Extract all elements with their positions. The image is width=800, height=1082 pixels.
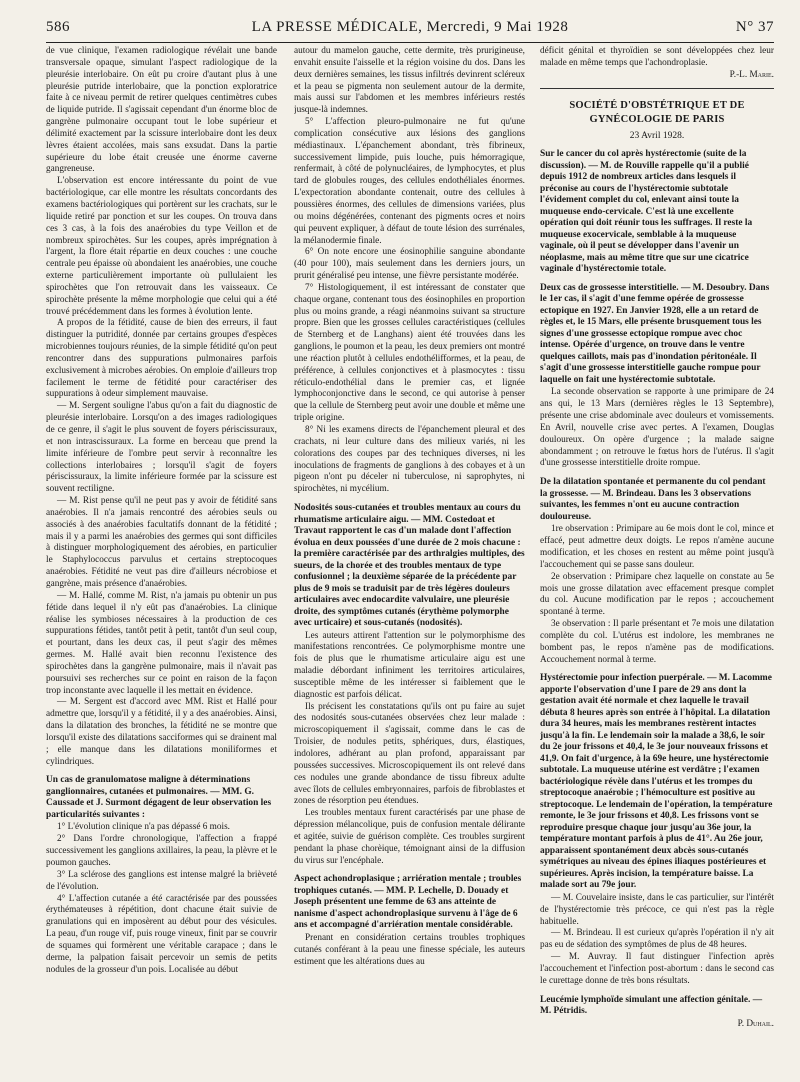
- page-number: 586: [46, 19, 70, 35]
- list-item: 8° Ni les examens directs de l'épanchement pleural et des crachats, ni leur culture dans des milieux variés, ni les colorations des coupes par des techniques diverses, ni les inoculations de fragments de ganglions à des cobayes et à un pigeon n'ont pu déceler ni tuberculose, ni saprophytes, ni spirochètes, ni mycélium.: [294, 425, 525, 495]
- column-2: [294, 46, 525, 1074]
- section-heading: Aspect achondroplasique ; arriération mentale ; troubles trophiques cutanés. — MM. P. Lechelle, D. Douady et Joseph présentent une femme de 63 ans atteinte de nanisme d'aspect achondroplasique survenu à l'âge de 6 ans et accompagné d'arriération mentale considérable.: [294, 874, 522, 931]
- paragraph: L'observation est encore intéressante du point de vue bactériologique, car elle montre les résultats concordants des examens bactériologiques qui portèrent sur les crachats, sur le liquide retiré par ponction et sur les coupes. On trouva dans ces 3 cas, à la fois des anaérobies du type Veillon et de nombreux spirochètes. Sur les coupes, après imprégnation à l'argent, la flore était répartie en deux couches : une couche centrale peu épaisse où abondaient les anaérobies, une couche externe particulièrement importante où pullulaient les spirochètes que l'on retrouvait dans les vaisseaux. Ce spirochète présente la même morphologie que celui qui a été trouvé précédemment dans les formes à évolution lente.: [46, 176, 277, 317]
- section-heading: De la dilatation spontanée et permanente du col pendant la grossesse. — M. Brindeau. Dans les 3 observations suivantes, les femmes n'ont eu aucune contraction douloureuse.: [540, 477, 766, 522]
- list-item: 2e observation : Primipare chez laquelle on constate au 5e mois une grosse dilatation avec effacement presque complet du col. Aucune modification par le repos ; accouchement spontané à terme.: [540, 571, 774, 618]
- paragraph: — M. Hallé, comme M. Rist, n'a jamais pu obtenir un pus fétide dans lequel il n'y eût pas d'anaérobies. La clinique réalise les symbioses nécessaires à la production de ces suppurations fétides, tantôt petit à petit, tantôt d'un seul coup, et pourtant, dans les deux cas, il peut s'agir des mêmes germes. M. Hallé avait bien reconnu l'existence des spirochètes dans la gangrène pulmonaire, mais il n'avait pas poursuivi ses recherches sur ce point en raison de la façon trop inconstante avec laquelle il les mettait en évidence.: [46, 590, 277, 696]
- section-heading: Nodosités sous-cutanées et troubles mentaux au cours du rhumatisme articulaire aigu. — MM. Costedoat et Travaut rapportent le cas d'un malade dont l'affection évolua en deux poussées d'une durée de 2 mois chacune : la première caractérisée par des arthralgies multiples, des sueurs, de la chorée et des troubles mentaux de type confusionnel ; la deuxième séparée de la précédente par plus de 9 mois se traduisit par de très légères douleurs articulaires avec endocardite valvulaire, une pleurésie droite, des symptômes cutanés (érythème polymorphe avec urticaire) et sous-cutanés (nodosités).: [294, 503, 525, 629]
- paragraph: La seconde observation se rapporte à une primipare de 24 ans qui, le 13 Mars (dernières règles le 13 Septembre), présente une crise abdominale avec douleurs et vomissements. En Avril, nouvelle crise avec pertes. A l'examen, Douglas douloureux. On opère d'urgence ; la malade saigne abondamment ; on retrouve le fœtus hors de l'utérus. Il s'agit d'une grossesse interstitielle droite rompue.: [540, 387, 774, 469]
- paragraph: autour du mamelon gauche, cette dermite, très prurigineuse, envahit ensuite l'aisselle et la région voisine du dos. Dans les deux dernières semaines, les tissus infiltrés devinrent scléreux et la peau se pigmenta non seulement autour de la dermite, mais aussi sur l'abdomen et les membres inférieurs restés jusque-là indemnes.: [294, 46, 525, 116]
- paragraph: Prenant en considération certains troubles trophiques cutanés conférant à la peau une finesse spéciale, les auteurs estiment que les altérations dues au: [294, 932, 525, 967]
- society-heading: SOCIÉTÉ D'OBSTÉTRIQUE ET DE GYNÉCOLOGIE DE PARIS: [569, 99, 745, 125]
- paragraph: Les auteurs attirent l'attention sur le polymorphisme des manifestations rencontrées. Ce polymorphisme montre une fois de plus que le rhumatisme articulaire aigu est une maladie débordant infiniment les territoires articulaires, susceptible même de les intéresser si faiblement que le diagnostic est parfois délicat.: [294, 630, 525, 700]
- list-item: 2° Dans l'ordre chronologique, l'affection a frappé successivement les ganglions axillaires, la peau, la plèvre et le poumon gauches.: [46, 834, 277, 868]
- issue-number: N° 37: [735, 19, 774, 35]
- list-item: 1° L'évolution clinique n'a pas dépassé 6 mois.: [57, 822, 230, 833]
- session-date: 23 Avril 1928.: [629, 130, 685, 141]
- paragraph: A propos de la fétidité, cause de bien des erreurs, il faut distinguer la putridité, donnée par certains groupes d'espèces microbiennes toujours réunies, de la simple fétidité qu'on peut rencontrer dans des suppurations pulmonaires parfois exclusivement à microbes aérobies. On emploie d'ailleurs trop facilement le terme de fétidité pour caractériser des suppurations à odeur simplement mauvaise.: [46, 318, 277, 400]
- author-signature: P. Duhail.: [737, 1018, 774, 1029]
- paragraph: — M. Brindeau. Il est curieux qu'après l'opération il n'y ait pas eu de sédation des symptômes de plus de 48 heures.: [540, 928, 774, 951]
- list-item: 3e observation : Il parle présentant et 7e mois une dilatation complète du col. L'utérus est indolore, les membranes ne bombent pas, le repos n'amène pas de modifications. Accouchement normal à terme.: [540, 619, 774, 665]
- paragraph: Les troubles mentaux furent caractérisés par une phase de dépression mélancolique, puis de confusion mentale délirante et agitée, suivie de guérison complète. Ces troubles surgirent pendant la phase chorèique, témoignant ainsi de la diffusion du virus sur l'encéphale.: [294, 808, 525, 866]
- list-item: 1re observation : Primipare au 6e mois dont le col, mince et effacé, peut admettre deux doigts. Le repos n'amène aucune modification, et les choses en restent au même point jusqu'à l'accouchement qui se passe sans douleur.: [540, 524, 774, 570]
- list-item: 5° L'affection pleuro-pulmonaire ne fut qu'une complication consécutive aux lésions des ganglions médiastinaux. L'épanchement abondant, très fibrineux, successivement limpide, puis louche, puis hémorragique, renfermait, à côté de polynucléaires, de lymphocytes, et plus tard de globules rouges, des cellules endothéliales énormes. L'expectoration abondante contenait, outre des cellules à poussières énormes, des cellules de dimensions variées, plus ou moins dégénérées, contenant des pigments ocres et noirs qui peuvent expliquer, à défaut de toute lésion des surrénales, la mélanodermie finale.: [294, 117, 525, 246]
- section-heading: Un cas de granulomatose maligne à déterminations ganglionnaires, cutanées et pulmonaires. — MM. G. Caussade et J. Surmont dégagent de leur observation les particularités suivantes :: [46, 775, 272, 820]
- paragraph: déficit génital et thyroïdien se sont développées chez leur malade en même temps que l'achondroplasie.: [540, 46, 774, 68]
- paragraph: — M. Sergent souligne l'abus qu'on a fait du diagnostic de pleurésie interlobaire. Lorsqu'on a des images radiologiques de ce genre, il s'agit le plus souvent de foyers périscissuraux, et non intrascissuraux. La forme en berceau que prend la limite inférieure de l'ombre peut servir à reconnaître les collections interlobaires ; lorsqu'il s'agit de foyers périscissuraux, la limite inférieure formée par la scissure est souvent rectiligne.: [46, 401, 277, 495]
- column-1: [46, 46, 277, 1074]
- section-heading: Sur le cancer du col après hystérectomie (suite de la discussion). — M. de Rouville rappelle qu'il a publié depuis 1912 de nombreux articles dans lesquels il préconise au cours de l'hystérectomie subtotale l'évidement complet du col, enlevant ainsi toute la muqueuse endo-cervicale. C'est là une excellente opération qui doit réunir tous les suffrages. Il reste la muqueuse exocervicale, semblable à la muqueuse vaginale, où il peut se développer dans l'avenir un néoplasme, mais au même titre que sur une cicatrice vaginale d'hystérectomie totale.: [540, 149, 753, 275]
- section-heading: Deux cas de grossesse interstitielle. — M. Desoubry. Dans le 1er cas, il s'agit d'une femme opérée de grossesse ectopique en 1927. En Janvier 1928, elle a un retard de règles et, le 15 Mars, elle présente brusquement tous les signes d'une grossesse ectopique rompue avec choc intense. Opérée d'urgence, on trouve dans le ventre quelques caillots, mais pas d'inondation péritonéale. Il s'agit d'une grossesse interstitielle gauche rompue pour laquelle on fait une hystérectomie subtotale.: [540, 282, 770, 385]
- page-header: [46, 18, 774, 43]
- paragraph: — M. Rist pense qu'il ne peut pas y avoir de fétidité sans anaérobies. Il n'a jamais rencontré des aérobies seuls ou associés à des anaérobies facultatifs donnant de la fétidité ; mais il y a parmi les anaérobies des germes qui sont difficiles à distinguer morphologiquement des aérobies, en particulier le Staphylococcus parvulus et certains streptocoques anaérobies. Fétidité ne veut pas dire d'ailleurs nécrobiose et gangrène, mais présence d'anaérobies.: [46, 496, 277, 589]
- column-3: [540, 46, 774, 1074]
- paragraph: — M. Couvelaire insiste, dans le cas particulier, sur l'intérêt de l'hystérectomie très précoce, ce qui n'est pas la règle habituelle.: [540, 892, 774, 927]
- journal-title: LA PRESSE MÉDICALE, Mercredi, 9 Mai 1928: [251, 19, 569, 35]
- list-item: 4° L'affection cutanée a été caractérisée par des poussées érythémateuses à répétition, dont chacune était suivie de granulations qui en imposèrent au début pour des vésicules. La peau, d'un rouge vif, puis rouge vineux, finit par se couvrir de squames qui formèrent une véritable carapace ; dans le derme, la palpation faisait percevoir un semis de petits nodules de la grosseur d'un pois. Localisée au début: [46, 893, 277, 975]
- section-heading: Hystérectomie pour infection puerpérale. — M. Lacomme apporte l'observation d'une I pare de 29 ans dont la gestation avait été normale et chez laquelle le travail débuta 8 heures après son entrée à l'hôpital. La dilatation dura 34 heures, mais les membranes restèrent intactes jusqu'à la fin. Le lendemain soir la malade a 38,6, le soir du 2e jour frissons et 40,4, le 3e jour nouveaux frissons et 41,9. On fait d'urgence, à la 69e heure, une hystérectomie subtotale. La muqueuse utérine est verdâtre ; l'examen bactériologique révèle dans l'utérus et les trompes du streptocoque anaérobie ; l'hémoculture est positive au streptocoque. Le lendemain de l'opération, la température remonte, le 3e jour frissons et 40,8. Les frissons vont se reproduire presque chaque jour jusqu'au 36e jour, la température montant parfois à plus de 41°. Au 26e jour, apparaissent spontanément deux abcès sous-cutanés symétriques au niveau des épines iliaques postérieures et supérieures. Après incision, la température baisse. La malade sort au 79e jour.: [540, 673, 773, 891]
- section-heading: Leucémie lymphoïde simulant une affection génitale. — M. Pétridis.: [540, 994, 763, 1017]
- paragraph: de vue clinique, l'examen radiologique révélait une bande transversale opaque, simulant l'aspect radiologique de la pleurésie interlobaire. On eût pu croire d'autant plus à une pleurésie putride interlobaire, que la ponction exploratrice faite à ce niveau permit de retirer quelques centimètres cubes de liquide putride. Il s'agissait cependant d'un énorme bloc de gangrène pulmonaire occupant tout le lobe supérieur et délimité exactement par la scissure interlobaire dont les deux lèvres étaient accolées, mais sans exsudat. Dans la partie supérieure du lobe était creusée une énorme caverne gangreneuse.: [46, 46, 277, 175]
- divider: [540, 88, 774, 89]
- paragraph: Ils précisent les constatations qu'ils ont pu faire au sujet des nodosités sous-cutanées observées chez leur malade : microscopiquement il s'agissait, comme dans le cas de Troisier, de nodules petits, sphériques, durs, élastiques, indolores, adhérant au plan profond, apparaissant par poussées successives. Microscopiquement ils ont relevé dans ces nodules une grande abondance de tissu fibreux adulte avec îlots de cellules embryonnaires, parfois de fibroblastes et zones de résorption peu étendues.: [294, 701, 525, 807]
- author-signature: P.-L. Marie.: [729, 69, 774, 80]
- list-item: 6° On note encore une éosinophilie sanguine abondante (40 pour 100), mais seulement dans les derniers jours, un prurit généralisé peu intense, une fièvre persistante modérée.: [294, 247, 525, 282]
- list-item: 3° La sclérose des ganglions est intense malgré la brièveté de l'évolution.: [46, 869, 277, 892]
- paragraph: — M. Auvray. Il faut distinguer l'infection après l'accouchement et l'infection post-abortum : dans le second cas le curettage donne de très bons résultats.: [540, 952, 774, 986]
- paragraph: — M. Sergent est d'accord avec MM. Rist et Hallé pour admettre que, lorsqu'il y a fétidité, il y a des anaérobies. Ainsi, dans la dilatation des bronches, la fétidité ne se montre que lorsqu'il existe des dilatations sacciformes qui se drainent mal ; elle manque dans les dilatations moniliformes et cylindriques.: [46, 697, 277, 767]
- list-item: 7° Histologiquement, il est intéressant de constater que chaque organe, contenant tous des éosinophiles en proportion plus ou moins grande, a réagi néanmoins suivant sa structure propre. Bien que les grosses cellules caractéristiques (cellules de Sternberg et de Langhans) aient été trouvées dans les ganglions, le poumon et la peau, les deux premiers ont montré une réaction plutôt à cellules endothélifformes, et la peau, de préférence, à cellules conjonctives et à plasmocytes : tissu réticulo-endothélial dans le premier cas, et lignée lymphoconjonctive dans le second, ce qui autorise à penser que la cellule de Sternberg peut avoir une double et même une triple origine.: [294, 282, 525, 424]
